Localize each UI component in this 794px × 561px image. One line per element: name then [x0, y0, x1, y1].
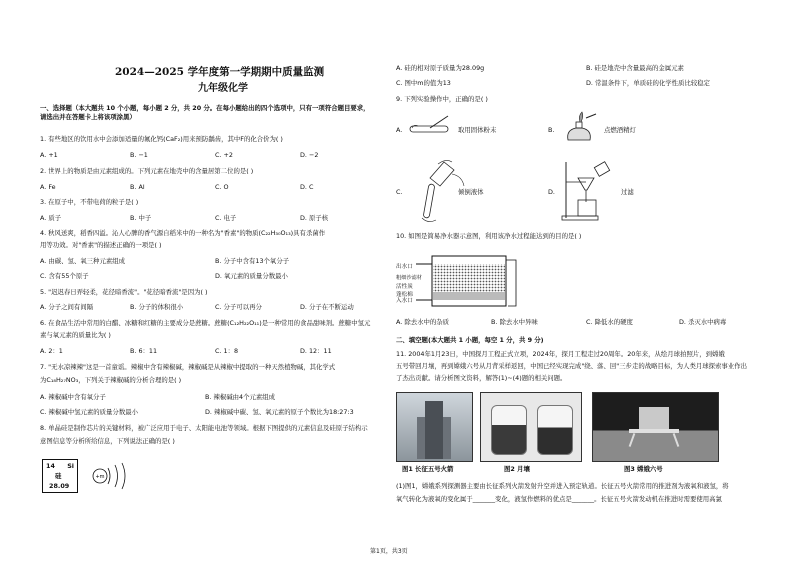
q9-option-a[interactable]: A.	[396, 126, 403, 134]
q4-option-d[interactable]: D. 氧元素的质量分数最小	[215, 272, 288, 280]
figure3-caption: 图3 嫦娥六号	[624, 465, 663, 473]
q3-stem: 3. 在原子中，不带电荷的粒子是( )	[40, 198, 139, 206]
q11-sub1-line2: 氧气转化为液氧的变化属于_______变化，液氢作燃料的优点是_______。长征五号火箭发动机在推进时需要使用高氯	[396, 495, 722, 503]
element-mass: 28.09	[49, 482, 70, 490]
q5-option-a[interactable]: A. 分子之间有间隔	[40, 303, 94, 311]
alcohol-lamp-lighting-illustration	[562, 110, 600, 144]
q2-option-b[interactable]: B. Al	[130, 183, 145, 191]
q5-option-d[interactable]: D. 分子在不断运动	[300, 303, 354, 311]
subject-title: 九年级化学	[198, 83, 248, 94]
q2-option-a[interactable]: A. Fe	[40, 183, 56, 191]
q6-option-a[interactable]: A. 2：1	[40, 347, 63, 355]
svg-text:+m: +m	[95, 474, 105, 480]
q3-option-d[interactable]: D. 原子核	[300, 214, 329, 222]
element-symbol: Si	[67, 462, 74, 470]
q7-stem-cont: 为C₁₈H₂₇NO₃，下列关于辣椒碱的分析合理的是( )	[40, 376, 182, 384]
q5-stem: 5. "迟迟春日弄轻柔，花径暗香流"。"花径暗香流"是因为( )	[40, 288, 208, 296]
q9-stem: 9. 下列实验操作中，正确的是( )	[396, 95, 488, 103]
q8-option-c[interactable]: C. 图中m的值为13	[396, 79, 451, 87]
sand-layer-label: 粗细沙滤材	[396, 275, 422, 281]
q1-option-d[interactable]: D. −2	[300, 151, 319, 159]
section1-heading: 一、选择题（本大题共 10 个小题，每小题 2 分，共 20 分。在每小题给出的四个选项中，只有一项符合题目要求，	[40, 104, 370, 112]
page-title: 2024—2025 学年度第一学期期中质量监测	[115, 66, 325, 78]
silicon-element-card	[42, 459, 78, 493]
figure1-caption: 图1 长征五号火箭	[402, 465, 454, 473]
q9-option-c-label: 倾倒液体	[458, 188, 484, 196]
q4-option-c[interactable]: C. 含有55个原子	[40, 272, 89, 280]
q1-option-a[interactable]: A. +1	[40, 151, 58, 159]
q10-option-d[interactable]: D. 杀灭水中病毒	[679, 318, 727, 326]
q3-option-c[interactable]: C. 电子	[215, 214, 237, 222]
q10-option-c[interactable]: C. 降低水的硬度	[586, 318, 633, 326]
water-inlet-label: 入水口	[396, 298, 413, 304]
q7-option-b[interactable]: B. 辣椒碱由4个元素组成	[205, 393, 276, 401]
q6-option-b[interactable]: B. 6：11	[130, 347, 158, 355]
right-column	[396, 0, 776, 545]
q5-option-b[interactable]: B. 分子的体积很小	[130, 303, 184, 311]
q8-option-d[interactable]: D. 常温条件下，单质硅的化学性质比较稳定	[586, 79, 711, 87]
cotton-layer-label: 蓬松棉	[396, 292, 413, 298]
q11-text-line2: 五号带回月壤，再到嫦娥六号从月背采样返回，中国已经实现完成"绕、落、回"三步走的战略目标，为人类月球探索事业作出	[396, 362, 747, 370]
q9-option-d[interactable]: D.	[548, 188, 555, 196]
q4-option-a[interactable]: A. 由碳、氢、氧三种元素组成	[40, 257, 126, 265]
q6-stem-cont: 素与氧元素的质量比为( )	[40, 331, 111, 339]
q6-stem: 6. 在食品生活中常用的白醋、冰糖和红糖的主要成分是蔗糖。蔗糖(C₁₂H₂₂O₁₁)是一种常用的食品甜味剂。蔗糖中氢元	[40, 319, 371, 327]
q5-option-c[interactable]: C. 分子可以再分	[215, 303, 262, 311]
q9-option-a-label: 取用固体粉末	[458, 126, 497, 134]
q2-option-c[interactable]: C. O	[215, 183, 229, 191]
change6-lander-photo	[592, 392, 719, 462]
q4-stem: 4. 秋风送爽，稻香四溢。沁人心脾的香气源自稻米中的一种名为"香素"的物质(C₂₂H₃₀O₁₃)具有杀菌作	[40, 229, 326, 237]
q8-stem-cont: 意图信息等分析所给信息，下列说法正确的是( )	[40, 437, 175, 445]
q7-option-d[interactable]: D. 辣椒碱中碳、氢、氧元素的原子个数比为18:27:3	[205, 408, 354, 416]
q11-text-line3: 了杰出贡献。请分析图文资料，解答(1)~(4)题的相关问题。	[396, 374, 567, 382]
q3-option-b[interactable]: B. 中子	[130, 214, 152, 222]
q8-stem: 8. 单晶硅是制作芯片的关键材料，被广泛应用于电子、太阳能电池等领域。根据下图提供的元素信息及硅原子结构示	[40, 424, 368, 432]
q6-option-d[interactable]: D. 12：11	[300, 347, 332, 355]
element-atomic-number: 14	[46, 462, 55, 470]
q9-option-b-label: 点燃酒精灯	[604, 126, 636, 134]
left-column	[40, 0, 392, 545]
q10-option-b[interactable]: B. 除去水中异味	[491, 318, 538, 326]
q2-option-d[interactable]: D. C	[300, 183, 314, 191]
q10-stem: 10. 如图是简易净水器示意图，利用该净水过程能达到的目的是( )	[396, 232, 582, 240]
q11-sub1-line1: (1)图1，嫦娥系列探测器主要由长征系列火箭发射升空并进入预定轨道。长征五号火箭常用的推进剂为液氧和液氢，将	[396, 482, 729, 490]
carbon-layer-label: 活性炭	[396, 284, 413, 290]
q7-option-a[interactable]: A. 辣椒碱中含有氧分子	[40, 393, 106, 401]
page-footer: 第1页，共3页	[370, 548, 408, 555]
q1-option-b[interactable]: B. −1	[130, 151, 148, 159]
q9-option-b[interactable]: B.	[548, 126, 555, 134]
q7-option-c[interactable]: C. 辣椒碱中氢元素的质量分数最小	[40, 408, 138, 416]
powder-spatula-illustration	[408, 114, 452, 138]
water-outlet-label: 出水口	[396, 264, 413, 270]
q9-option-d-label: 过滤	[621, 188, 634, 196]
q8-option-a[interactable]: A. 硅的相对原子质量为28.09g	[396, 64, 485, 72]
q2-stem: 2. 世界上的物质是由元素组成的。下列元素在地壳中的含量居第二位的是( )	[40, 167, 254, 175]
element-name: 硅	[55, 472, 62, 480]
q10-option-a[interactable]: A. 除去水中的杂质	[396, 318, 450, 326]
q11-text-line1: 11. 2004年1月23日，中国探月工程正式立项，2024年，探月工程走过20周年。20年来，从绘月球拍照片，到嫦娥	[396, 350, 725, 358]
q7-stem: 7. "无水凉辣辣"这是一首童谣。辣椒中含有辣椒碱，辣椒碱是从辣椒中提取的一种天然植物碱，其化学式	[40, 363, 336, 371]
q4-option-b[interactable]: B. 分子中含有13个氧分子	[215, 257, 290, 265]
section1-heading-cont: 请选出并在答题卡上将该项涂黑）	[40, 113, 136, 121]
q9-option-c[interactable]: C.	[396, 188, 403, 196]
silicon-atom-structure-diagram	[90, 460, 134, 492]
q3-option-a[interactable]: A. 质子	[40, 214, 62, 222]
lunar-soil-photo	[480, 392, 582, 462]
section2-heading: 二、填空题(本大题共 1 小题，每空 1 分，共 9 分)	[396, 336, 544, 344]
q8-option-b[interactable]: B. 硅是地壳中含量最高的金属元素	[586, 64, 684, 72]
filtration-setup-illustration	[560, 160, 614, 222]
water-purifier-diagram	[416, 250, 526, 312]
q1-stem: 1. 有些地区的饮用水中会添加适量的氟化钙(CaF₂)用来预防龋齿，其中F的化合价为( )	[40, 135, 283, 143]
figure2-caption: 图2 月壤	[504, 465, 530, 473]
q1-option-c[interactable]: C. +2	[215, 151, 233, 159]
q4-stem-cont: 用等功效。对"香素"的描述正确的一项是( )	[40, 241, 162, 249]
q6-option-c[interactable]: C. 1：8	[215, 347, 239, 355]
rocket-photo	[396, 392, 473, 462]
